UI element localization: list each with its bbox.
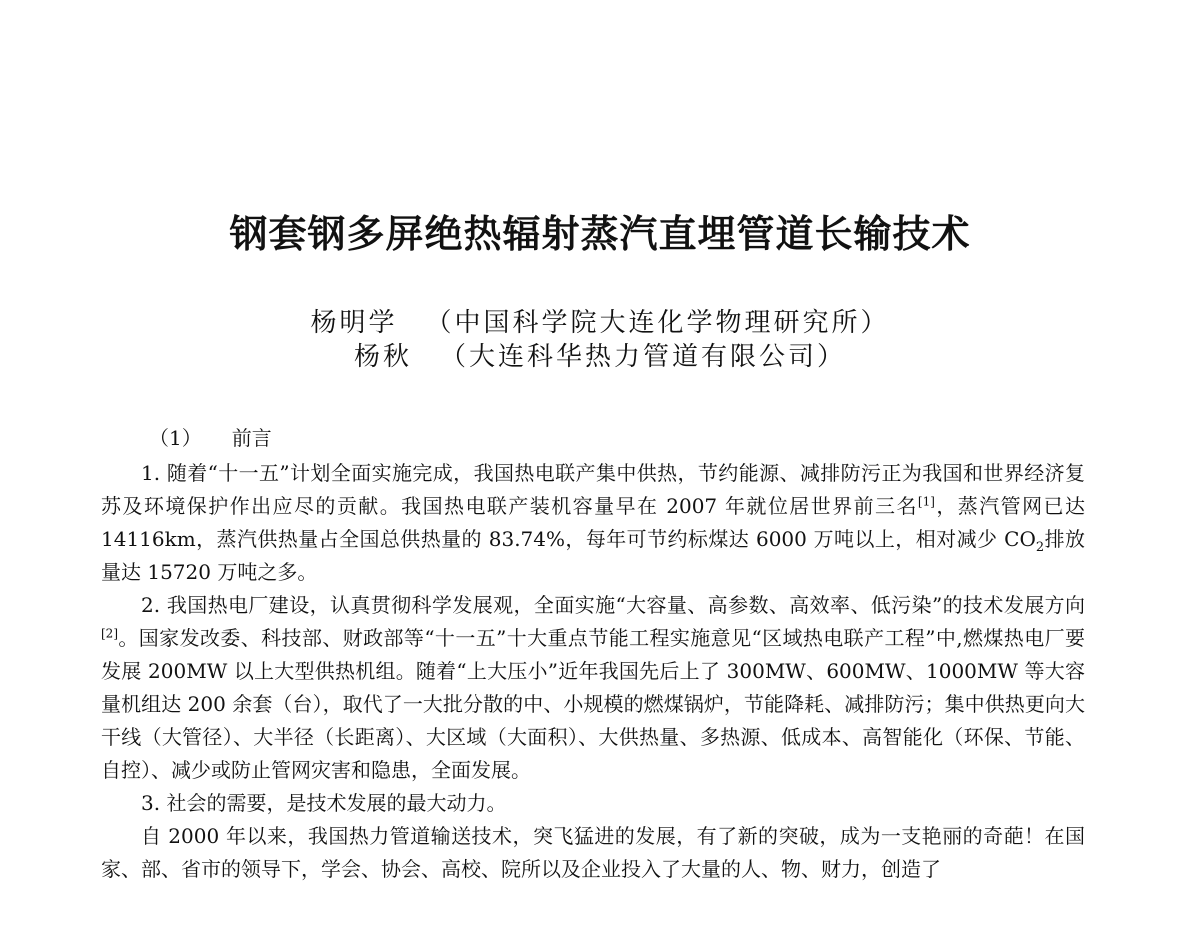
section-heading — [101, 422, 1085, 455]
author-affiliation: （中国科学院大连化学物理研究所） — [425, 308, 890, 338]
body-text — [101, 422, 1085, 886]
author-name: 杨明学 — [310, 308, 398, 338]
section-title: 前言 — [231, 426, 272, 450]
paragraph-text: 1. 随着“十一五”计划全面实施完成，我国热电联产集中供热，节约能源、减排防污正为我国和世界经济复苏及环境保护作出应尽的贡献。我国热电联产装机容量早在 2007 年就位居世界前三名 — [101, 461, 1085, 518]
paper-title: 钢套钢多屏绝热辐射蒸汽直埋管道长输技术 — [229, 211, 971, 256]
paragraph-2 — [101, 589, 1085, 787]
reference-marker: [2] — [101, 626, 118, 641]
paragraph-text: 2. 我国热电厂建设，认真贯彻科学发展观，全面实施“大容量、高参数、高效率、低污染”的技术发展方向 — [141, 593, 1085, 617]
paragraph-4: 自 2000 年以来，我国热力管道输送技术，突飞猛进的发展，有了新的突破，成为一支艳丽的奇葩！在国家、部、省市的领导下，学会、协会、高校、院所以及企业投入了大量的人、物、财力，创造了 — [101, 824, 1085, 881]
section-number: （1） — [149, 426, 202, 450]
author-affiliation: （大连科华热力管道有限公司） — [440, 342, 847, 372]
author-name: 杨秋 — [353, 342, 412, 372]
paragraph-text: 排放量达 15720 万吨之多。 — [101, 527, 1086, 584]
author-line — [0, 340, 1200, 374]
author-line — [0, 306, 1200, 340]
paragraph-1 — [101, 457, 1085, 589]
paragraph-text: 。国家发改委、科技部、财政部等“十一五”十大重点节能工程实施意见“区域热电联产工程”中,燃煤热电厂要发展 200MW 以上大型供热机组。随着“上大压小”近年我国先后上了 300MW、600MW、1000MW 等大容量机组达 200 余套（台），取代了一大批分散的中、小规模的燃煤锅炉，节能降耗、减排防污；集中供热更向大干线（大管径）、大半径（长距离）、大区域（大面积）、大供热量、多热源、低成本、高智能化（环保、节能、自控）、减少或防止管网灾害和隐患，全面发展。 — [101, 626, 1085, 782]
author-block — [0, 306, 1200, 374]
reference-marker: [1] — [917, 494, 935, 509]
paragraph-text: ，蒸汽管网已达 14116km，蒸汽供热量占全国总供热量的 83.74%，每年可节约标煤达 6000 万吨以上，相对减少 CO — [101, 494, 1085, 551]
paragraph-3: 3. 社会的需要，是技术发展的最大动力。 — [141, 791, 507, 815]
subscript: 2 — [1035, 540, 1045, 555]
